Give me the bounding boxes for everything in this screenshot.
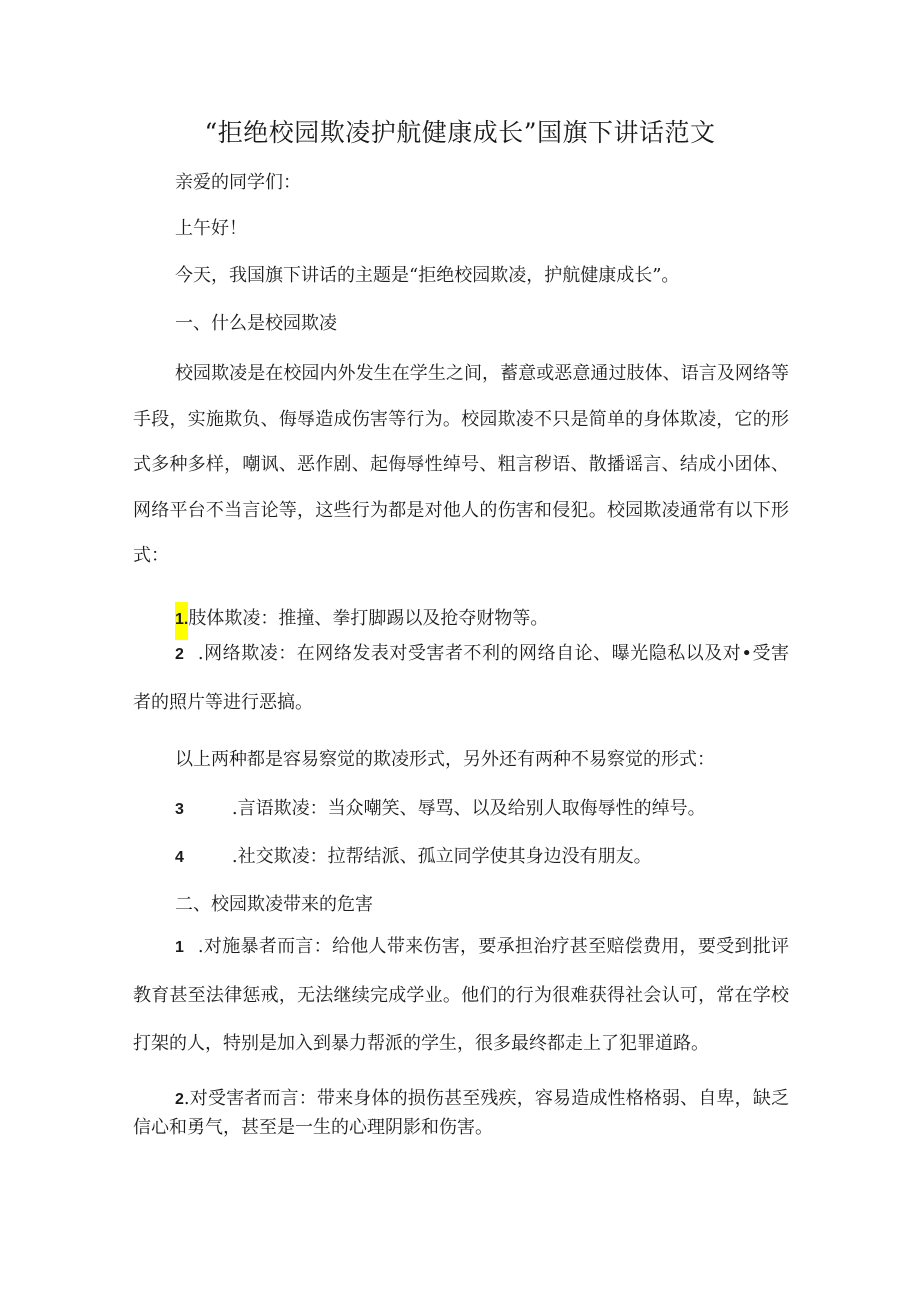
section1-heading: 一、什么是校园欺凌 [175, 313, 337, 334]
harm-1-text: .对施暴者而言：给他人带来伤害，要承担治疗甚至赔偿费用，要受到批评教育甚至法律惩戒，无法继续完成学业。他们的行为很难获得社会认可，常在学校打架的人，特别是加入到暴力帮派的学生，很多最终都走上了犯罪道路。 [133, 936, 789, 1054]
harm-2-number: 2 [175, 1091, 184, 1108]
item-4-number: 4 [175, 849, 184, 866]
harm-2 [133, 1085, 789, 1142]
item-2 [133, 630, 789, 727]
item-1-text: 肢体欺凌：推撞、拳打脚踢以及抢夺财物等。 [188, 608, 549, 629]
intro-line: 今天，我国旗下讲话的主题是“拒绝校园欺凌，护航健康成长”。 [175, 265, 680, 286]
harm-1-text-block [133, 923, 789, 1068]
item-4 [175, 845, 835, 870]
document-title: “拒绝校园欺凌护航健康成长”国旗下讲话范文 [204, 118, 716, 147]
item-3-text: .言语欺凌：当众嘲笑、辱骂、以及给别人取侮辱性的绰号。 [231, 798, 706, 819]
section1-paragraph-text: 校园欺凌是在校园内外发生在学生之间，蓄意或恶意通过肢体、语言及网络等手段，实施欺负、侮辱造成伤害等行为。校园欺凌不只是简单的身体欺凌，它的形式多种多样，嘲讽、恶作剧、起侮辱性绰号、粗言秽语、散播谣言、结成小团体、网络平台不当言论等，这些行为都是对他人的伤害和侵犯。校园欺凌通常有以下形式： [133, 363, 789, 566]
harm-2-text: .对受害者而言：带来身体的损伤甚至残疾，容易造成性格格弱、自卑，缺乏信心和勇气，甚至是一生的心理阴影和伤害。 [133, 1088, 789, 1138]
item-1-number: 1. [175, 602, 188, 640]
item-2-text-block [133, 630, 789, 727]
item-2-text: .网络欺凌：在网络发表对受害者不利的网络自论、曝光隐私以及对•受害者的照片等进行恶搞。 [133, 643, 789, 713]
section1-paragraph [133, 351, 789, 579]
harm-2-text-block [133, 1085, 789, 1142]
greeting: 亲爱的同学们： [175, 172, 301, 193]
item-3-number: 3 [175, 801, 184, 818]
hello-line: 上午好！ [175, 218, 247, 239]
section2-heading: 二、校园欺凌带来的危害 [175, 894, 373, 915]
harm-1-number: 1 [175, 939, 184, 956]
item-4-text: .社交欺凌：拉帮结派、孤立同学使其身边没有朋友。 [231, 846, 652, 867]
item-3 [175, 797, 835, 822]
item-2-number: 2 [175, 646, 184, 663]
harm-1 [133, 923, 789, 1068]
transition-line: 以上两种都是容易察觉的欺凌形式，另外还有两种不易察觉的形式： [175, 749, 715, 770]
